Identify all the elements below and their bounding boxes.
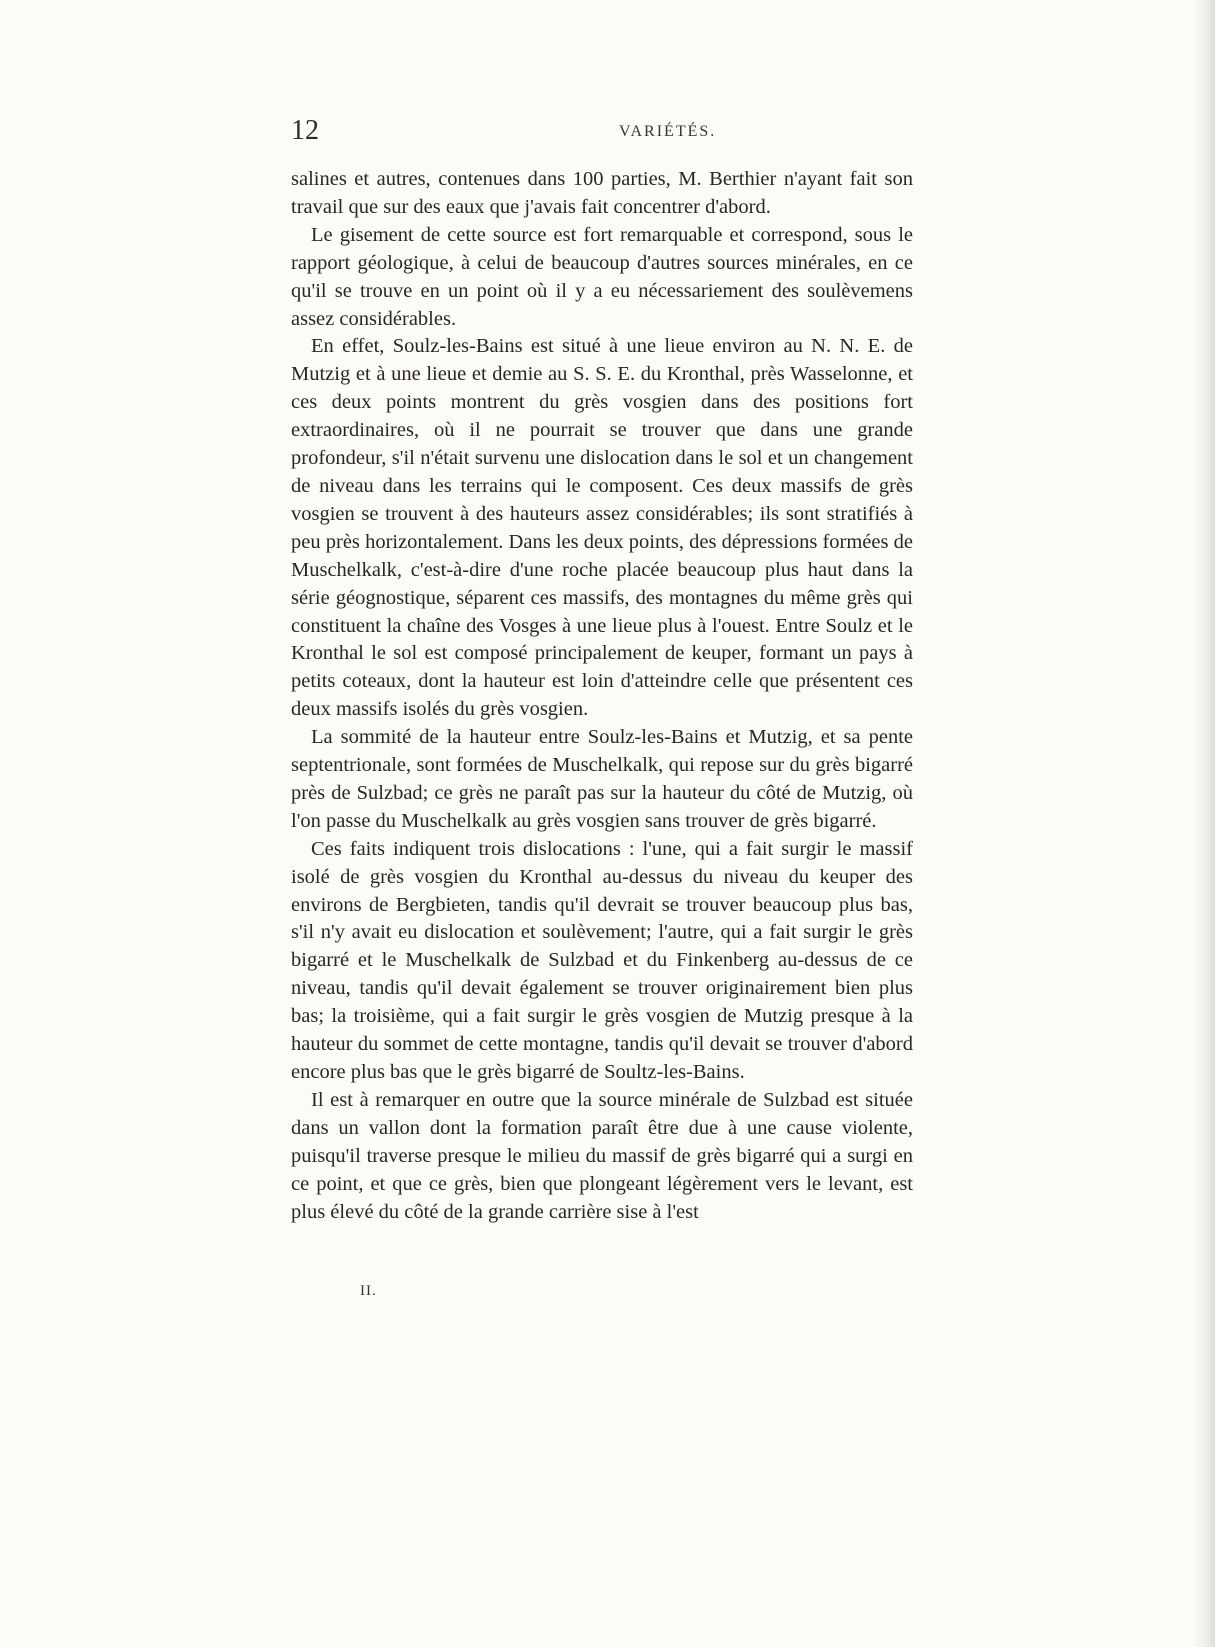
running-head: VARIÉTÉS. [619,123,717,140]
body-text [291,166,913,1226]
page-edge-shadow [1193,0,1215,1647]
page-header [291,114,913,154]
paragraph-3: En effet, Soulz-les-Bains est situé à une lieue environ au N. N. E. de Mutzig et à une lieue et demie au S. S. E. du Kronthal, près Wasselonne, et ces deux points montrent du grès vosgien dans des positions fort extraordinaires, où il ne pourrait se trouver que dans une grande profondeur, s'il n'était survenu une dislocation dans le sol et un changement de niveau dans les terrains qui le composent. Ces deux massifs de grès vosgien se trouvent à des hauteurs assez considérables; ils sont stratifiés à peu près horizontalement. Dans les deux points, des dépressions formées de Muschelkalk, c'est-à-dire d'une roche placée beaucoup plus haut dans la série géognostique, séparent ces massifs, des montagnes du même grès qui constituent la chaîne des Vosges à une lieue plus à l'ouest. Entre Soulz et le Kronthal le sol est composé principalement de keuper, formant un pays à petits coteaux, dont la hauteur est loin d'atteindre celle que présentent ces deux massifs isolés du grès vosgien. [291,335,913,721]
paragraph-1: salines et autres, contenues dans 100 parties, M. Berthier n'ayant fait son travail que sur des eaux que j'avais fait concentrer d'abord. [291,168,913,218]
page-number: 12 [291,115,319,146]
paragraph-2: Le gisement de cette source est fort remarquable et correspond, sous le rapport géologique, à celui de beaucoup d'autres sources minérales, en ce qu'il se trouve en un point où il y a eu nécessariement des soulèvemens assez considérables. [291,223,913,330]
paragraph-6: Il est à remarquer en outre que la source minérale de Sulzbad est située dans un vallon dont la formation paraît être due à une cause violente, puisqu'il traverse presque le milieu du massif de grès bigarré qui a surgi en ce point, et que ce grès, bien que plongeant légèrement vers le levant, est plus élevé du côté de la grande carrière sise à l'est [291,1088,913,1223]
paragraph-5: Ces faits indiquent trois dislocations : l'une, qui a fait surgir le massif isolé de grès vosgien du Kronthal au-dessus du niveau du keuper des environs de Bergbieten, tandis qu'il devrait se trouver beaucoup plus bas, s'il n'y avait eu dislocation et soulèvement; l'autre, qui a fait surgir le grès bigarré et le Muschelkalk de Sulzbad et du Finkenberg au-dessus de ce niveau, tandis qu'il devait également se trouver originairement bien plus bas; la troisième, qui a fait surgir le grès vosgien de Mutzig presque à la hauteur du sommet de cette montagne, tandis qu'il devait se trouver d'abord encore plus bas que le grès bigarré de Soultz-les-Bains. [291,837,913,1083]
paragraph-4: La sommité de la hauteur entre Soulz-les-Bains et Mutzig, et sa pente septentrionale, sont formées de Muschelkalk, qui repose sur du grès bigarré près de Sulzbad; ce grès ne paraît pas sur la hauteur du côté de Mutzig, où l'on passe du Muschelkalk au grès vosgien sans trouver de grès bigarré. [291,726,913,832]
signature-mark: II. [360,1283,377,1299]
